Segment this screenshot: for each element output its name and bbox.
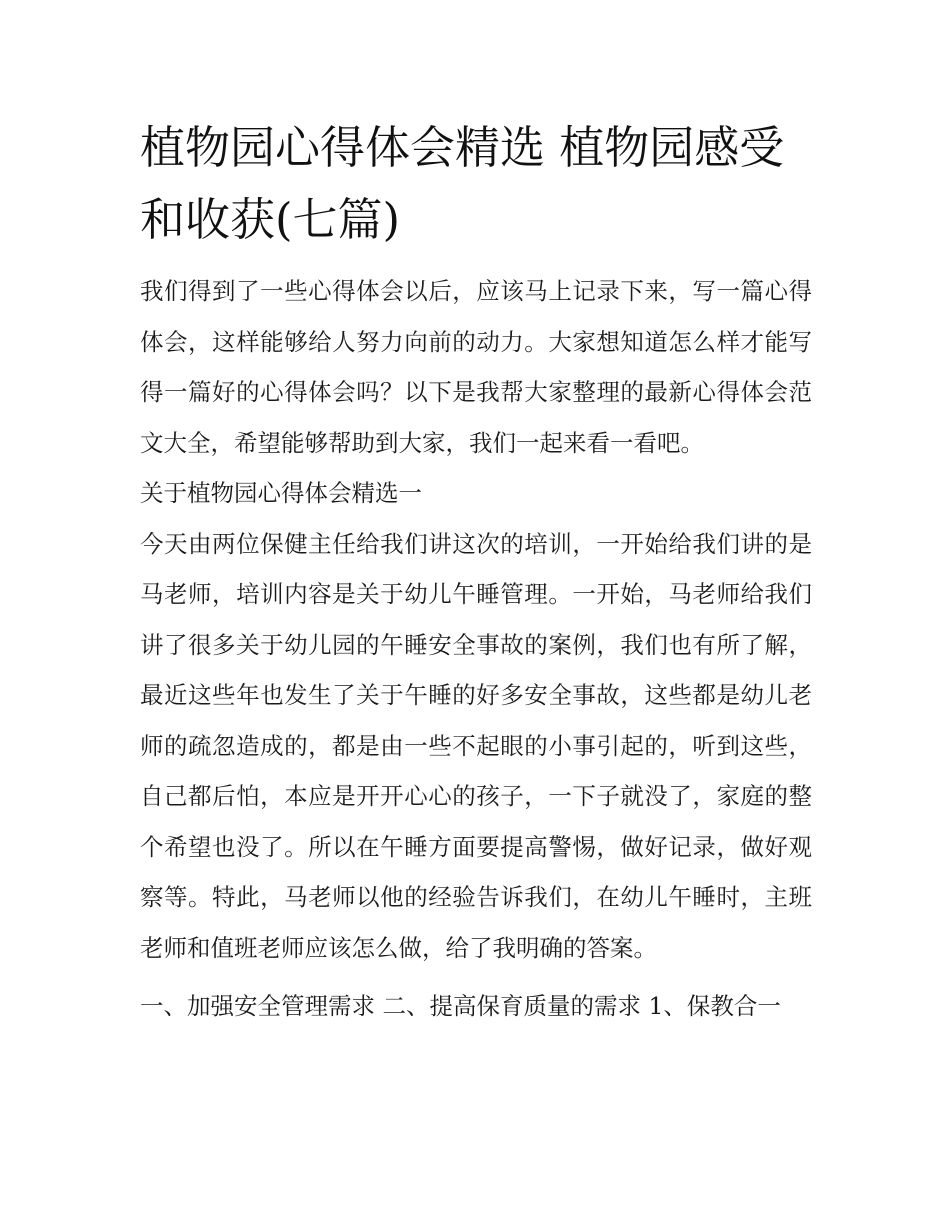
- document-content: [140, 112, 812, 1032]
- document-title: 植物园心得体会精选 植物园感受和收获(七篇): [140, 121, 785, 246]
- section-heading: 关于植物园心得体会精选一: [140, 479, 422, 507]
- body-paragraph-1: 今天由两位保健主任给我们讲这次的培训，一开始给我们讲的是马老师，培训内容是关于幼儿午睡管理。一开始，马老师给我们讲了很多关于幼儿园的午睡安全事故的案例，我们也有所了解，最近这些年也发生了关于午睡的好多安全事故，这些都是幼儿老师的疏忽造成的，都是由一些不起眼的小事引起的，听到这些，自己都后怕，本应是开开心心的孩子，一下子就没了，家庭的整个希望也没了。所以在午睡方面要提高警惕，做好记录，做好观察等。特此，马老师以他的经验告诉我们，在幼儿午睡时，主班老师和值班老师应该怎么做，给了我明确的答案。: [140, 529, 812, 962]
- intro-paragraph: 我们得到了一些心得体会以后，应该马上记录下来，写一篇心得体会，这样能够给人努力向前的动力。大家想知道怎么样才能写得一篇好的心得体会吗？以下是我帮大家整理的最新心得体会范文大全，希望能够帮助到大家，我们一起来看一看吧。: [140, 277, 812, 457]
- body-paragraph-2: 一、加强安全管理需求 二、提高保育质量的需求 1、保教合一: [140, 992, 781, 1020]
